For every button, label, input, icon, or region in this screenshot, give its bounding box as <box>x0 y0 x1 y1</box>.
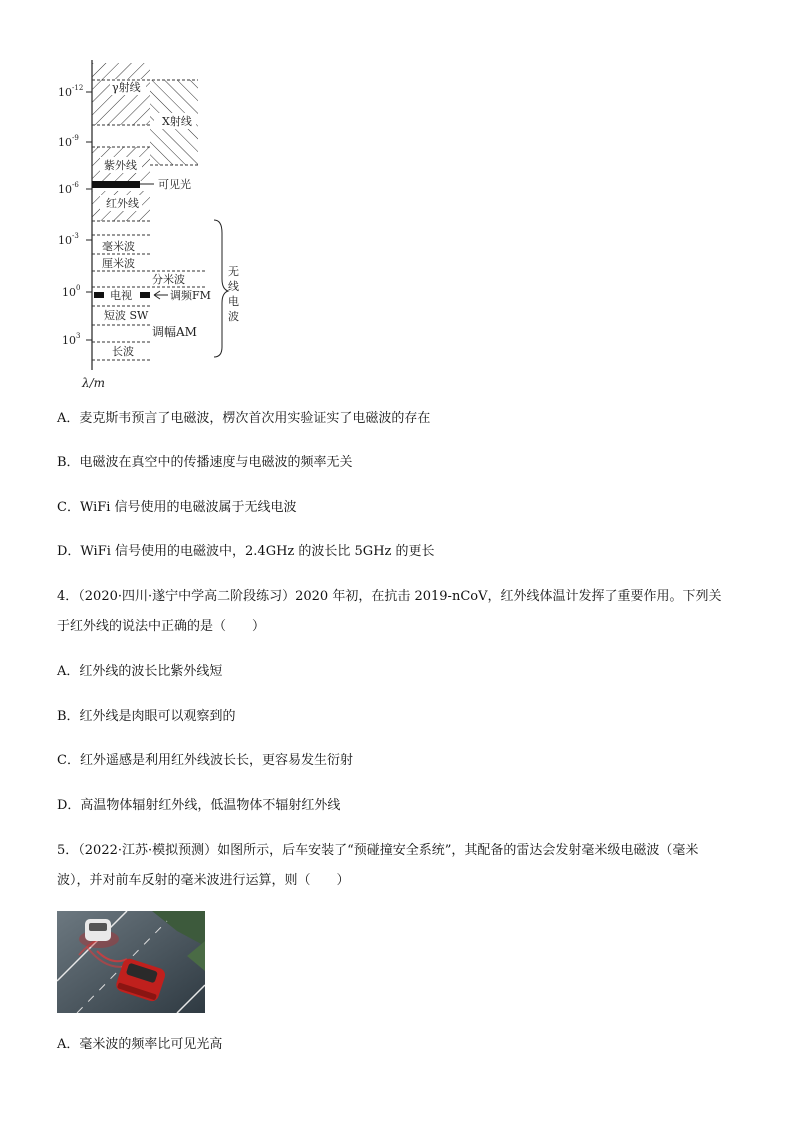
axis-unit-label: λ/m <box>82 376 106 390</box>
car-radar-photo <box>57 911 205 1013</box>
q4-stem-line1: 4．（2020·四川·遂宁中学高二阶段练习）2020 年初，在抗击 2019-nCoV，红外线体温计发挥了重要作用。下列关 <box>57 589 722 604</box>
band-label-shortwave: 短波 SW <box>104 309 149 322</box>
band-label-decimeter: 分米波 <box>152 273 185 286</box>
band-label-gamma: γ射线 <box>112 81 141 94</box>
tick-label: $10^3$ <box>62 332 81 347</box>
band-label-fm: 调频FM <box>170 289 211 302</box>
fm-marker <box>140 292 150 298</box>
radio-label: 电 <box>228 295 239 308</box>
spectrum-diagram <box>50 55 260 395</box>
q4-option-d: D．高温物体辐射红外线，低温物体不辐射红外线 <box>57 798 341 813</box>
band-label-uv: 紫外线 <box>104 159 137 172</box>
q3-option-c: C．WiFi 信号使用的电磁波属于无线电波 <box>57 500 297 515</box>
band-label-visible: 可见光 <box>158 178 191 191</box>
q4-option-c: C．红外遥感是利用红外线波长长，更容易发生衍射 <box>57 753 353 768</box>
radio-label: 波 <box>228 310 239 323</box>
tick-label: $10^{-3}$ <box>58 232 79 247</box>
q5-stem-line1: 5．（2022·江苏·模拟预测）如图所示，后车安装了“预碰撞安全系统”，其配备的雷达会发射毫米级电磁波（毫米 <box>57 843 699 858</box>
q3-option-b: B．电磁波在真空中的传播速度与电磁波的频率无关 <box>57 455 353 470</box>
band-label-centimeter: 厘米波 <box>102 257 135 270</box>
visible-light-bar <box>92 181 140 188</box>
tv-marker <box>94 292 104 298</box>
tick-label: $10^0$ <box>62 284 81 299</box>
q3-option-a: A．麦克斯韦预言了电磁波，楞次首次用实验证实了电磁波的存在 <box>57 411 431 426</box>
band-label-millimeter: 毫米波 <box>102 240 135 253</box>
band-label-longwave: 长波 <box>112 345 134 358</box>
q4-option-a: A．红外线的波长比紫外线短 <box>57 664 223 679</box>
band-label-tv: 电视 <box>110 289 132 302</box>
tick-label: $10^{-6}$ <box>58 181 79 196</box>
band-label-am: 调幅AM <box>152 325 197 339</box>
q3-option-d: D．WiFi 信号使用的电磁波中，2.4GHz 的波长比 5GHz 的更长 <box>57 544 435 559</box>
radio-label: 线 <box>228 280 239 293</box>
q5-option-a: A．毫米波的频率比可见光高 <box>57 1037 223 1052</box>
band-label-xray: X射线 <box>162 115 192 128</box>
tick-label: $10^{-12}$ <box>58 84 84 99</box>
q5-stem-line2: 波），并对前车反射的毫米波进行运算，则（ ） <box>57 873 350 888</box>
q4-stem-line2: 于红外线的说法中正确的是（ ） <box>57 619 266 634</box>
tick-label: $10^{-9}$ <box>58 134 79 149</box>
q4-option-b: B．红外线是肉眼可以观察到的 <box>57 709 236 724</box>
radio-label: 无 <box>228 265 239 278</box>
radio-brace <box>214 220 228 357</box>
band-label-infrared: 红外线 <box>106 197 139 210</box>
